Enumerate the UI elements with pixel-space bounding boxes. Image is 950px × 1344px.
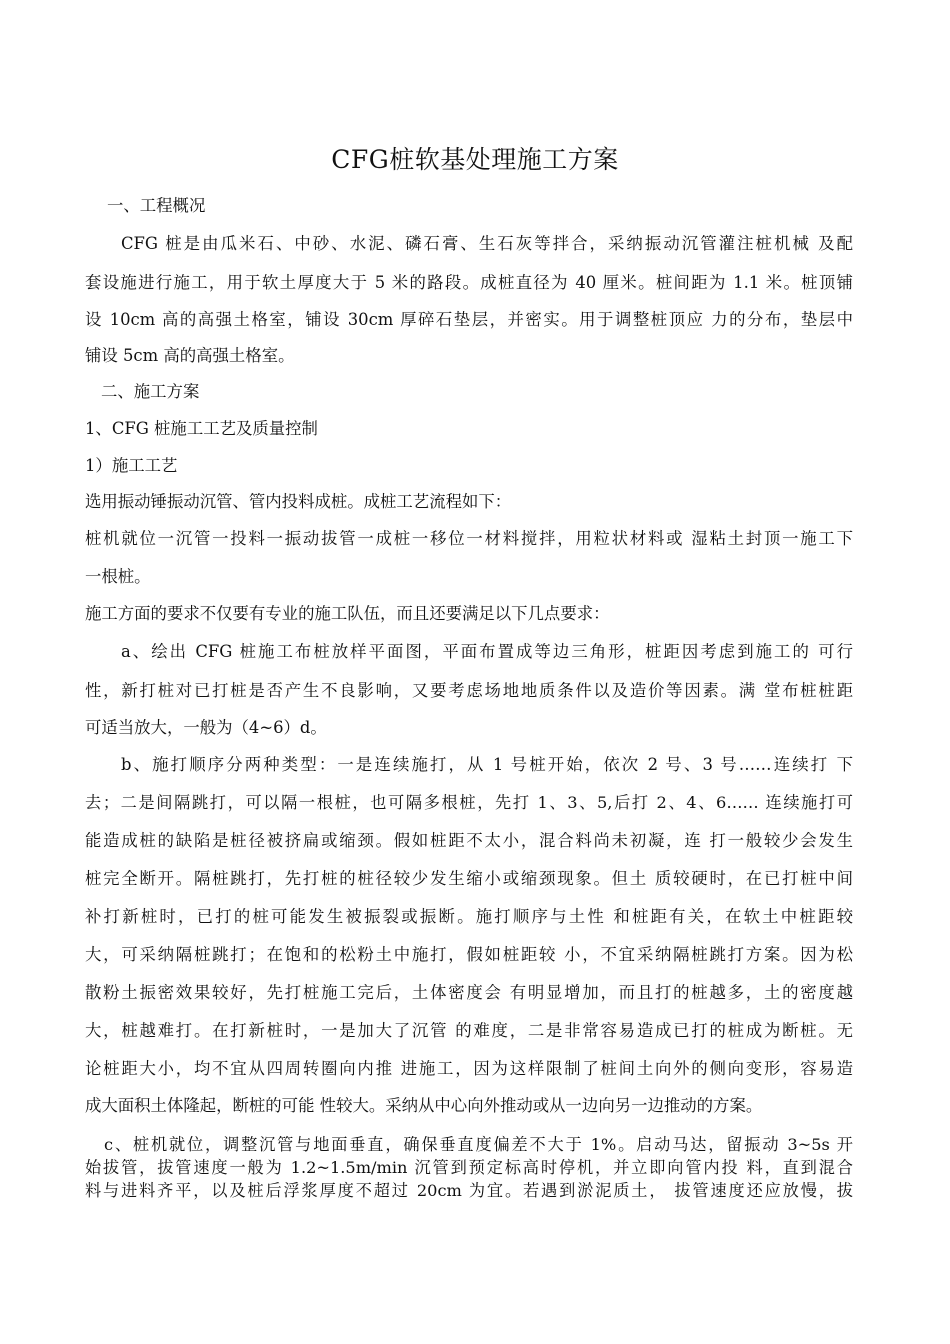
paragraph-line: c、桩机就位，调整沉管与地面垂直，确保垂直度偏差不大于 1%。启动马达，留振动 3~5s 开: [104, 1135, 853, 1154]
paragraph-line: 一根桩。: [85, 567, 151, 586]
paragraph-line: 大，桩越难打。在打新桩时，一是加大了沉管 的难度，二是非常容易造成已打的桩成为断桩。无: [85, 1021, 853, 1040]
section-heading: 一、工程概况: [107, 196, 206, 215]
paragraph-line: 性，新打桩对已打桩是否产生不良影响，又要考虑场地地质条件以及造价等因素。满 堂布桩桩距: [85, 681, 853, 700]
document-title: CFG桩软基处理施工方案: [331, 145, 619, 174]
paragraph-line: 大，可采纳隔桩跳打；在饱和的松粉土中施打，假如桩距较 小，不宜采纳隔桩跳打方案。因为松: [85, 945, 853, 964]
paragraph-line: 料与进料齐平，以及桩后浮浆厚度不超过 20cm 为宜。若遇到淤泥质土， 拔管速度还应放慢，拔: [85, 1181, 853, 1200]
paragraph-line: 始拔管，拔管速度一般为 1.2~1.5m/min 沉管到预定标高时停机，并立即向管内投 料，直到混合: [85, 1158, 853, 1177]
paragraph-line: 散粉土振密效果较好，先打桩施工完后，土体密度会 有明显增加，而且打的桩越多，土的密度越: [85, 983, 853, 1002]
paragraph-line: 铺设 5cm 高的高强土格室。: [85, 346, 295, 365]
paragraph-line: 桩机就位一沉管一投料一振动拔管一成桩一移位一材料搅拌，用粒状材料或 湿粘土封顶一施工下: [85, 529, 853, 548]
paragraph-line: CFG 桩是由瓜米石、中砂、水泥、磷石膏、生石灰等拌合，采纳振动沉管灌注桩机械 及配: [121, 234, 853, 253]
paragraph-line: 可适当放大，一般为（4~6）d。: [85, 718, 327, 737]
paragraph-line: 去；二是间隔跳打，可以隔一根桩，也可隔多根桩，先打 1、3、5,后打 2、4、6…… 连续施打可: [85, 793, 853, 812]
paragraph-line: 施工方面的要求不仅要有专业的施工队伍，而且还要满足以下几点要求：: [85, 604, 610, 623]
paragraph-line: b、施打顺序分两种类型：一是连续施打，从 1 号桩开始，依次 2 号、3 号……连续打 下: [121, 755, 853, 774]
paragraph-line: 成大面积土体隆起，断桩的可能 性较大。采纳从中心向外推动或从一边向另一边推动的方案。: [85, 1096, 763, 1115]
subsection-heading: 1）施工工艺: [85, 456, 178, 475]
paragraph-line: 论桩距大小，均不宜从四周转圈向内推 进施工，因为这样限制了桩间土向外的侧向变形，容易造: [85, 1059, 853, 1078]
subsection-heading: 1、CFG 桩施工工艺及质量控制: [85, 419, 318, 438]
paragraph-line: 补打新桩时，已打的桩可能发生被振裂或振断。施打顺序与土性 和桩距有关，在软土中桩距较: [85, 907, 853, 926]
paragraph-line: 能造成桩的缺陷是桩径被挤扁或缩颈。假如桩距不太小，混合料尚未初凝，连 打一般较少会发生: [85, 831, 853, 850]
paragraph-line: a、绘出 CFG 桩施工布桩放样平面图，平面布置成等边三角形，桩距因考虑到施工的 可行: [121, 642, 853, 661]
paragraph-line: 套设施进行施工，用于软土厚度大于 5 米的路段。成桩直径为 40 厘米。桩间距为 1.1 米。桩顶铺: [85, 273, 853, 292]
paragraph-line: 桩完全断开。隔桩跳打，先打桩的桩径较少发生缩小或缩颈现象。但土 质较硬时，在已打桩中间: [85, 869, 853, 888]
paragraph-line: 选用振动锤振动沉管、管内投料成桩。成桩工艺流程如下：: [85, 492, 512, 511]
section-heading: 二、施工方案: [101, 382, 200, 401]
paragraph-line: 设 10cm 高的高强土格室，铺设 30cm 厚碎石垫层，并密实。用于调整桩顶应 力的分布，垫层中: [85, 310, 853, 329]
